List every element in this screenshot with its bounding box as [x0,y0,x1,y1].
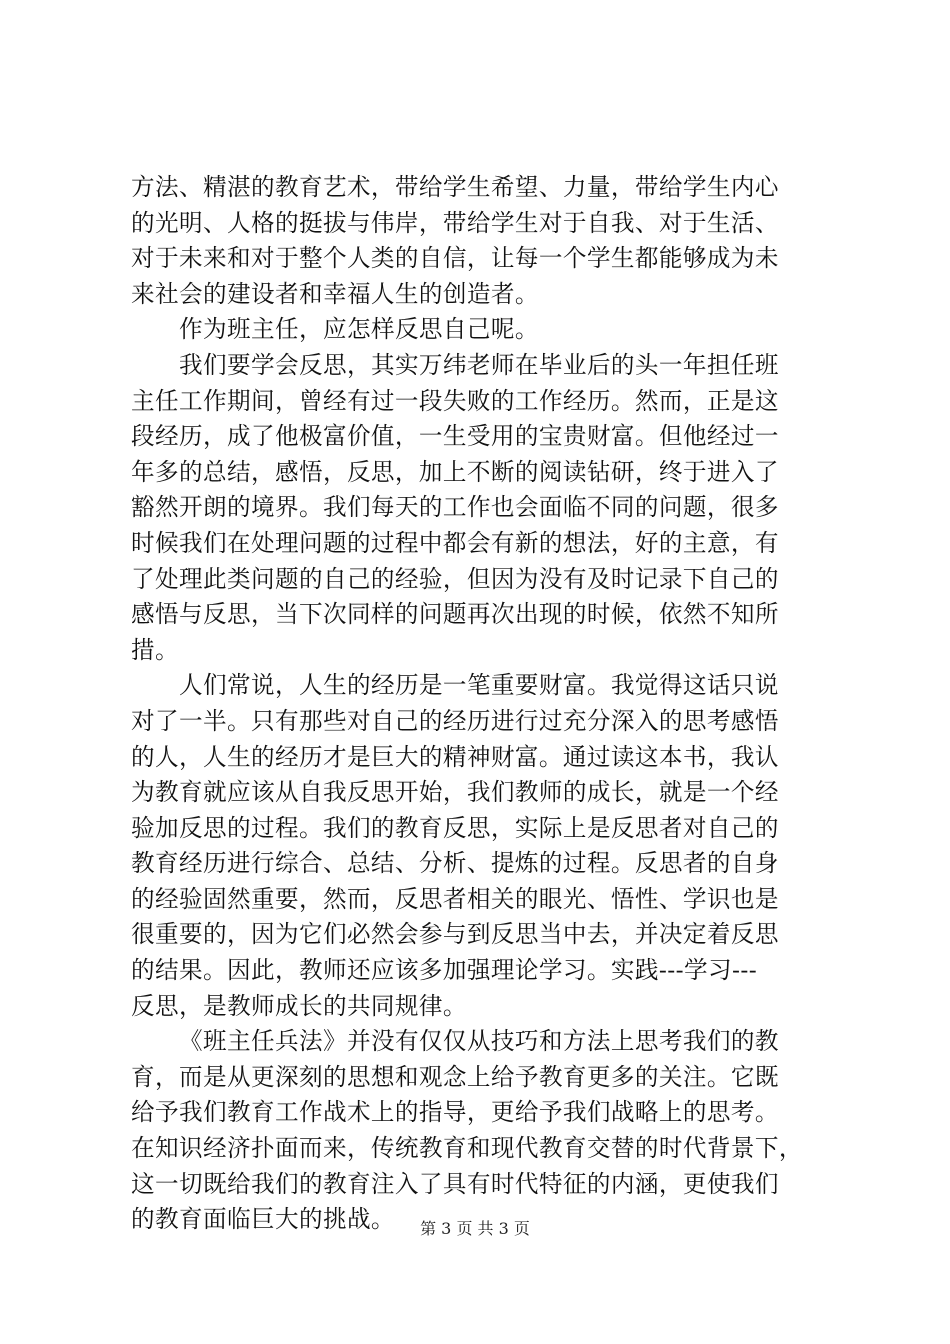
text-line: 的经验固然重要，然而，反思者相关的眼光、悟性、学识也是 [131,884,779,913]
text-line: 对于未来和对于整个人类的自信，让每一个学生都能够成为未 [131,244,779,273]
text-line: 反思，是教师成长的共同规律。 [131,991,467,1020]
text-line: 主任工作期间，曾经有过一段失败的工作经历。然而，正是这 [131,386,779,415]
text-line: 为教育就应该从自我反思开始，我们教师的成长，就是一个经 [131,778,779,807]
text-line: 来社会的建设者和幸福人生的创造者。 [131,279,539,308]
text-line: 育，而是从更深刻的思想和观念上给予教育更多的关注。它既 [131,1062,779,1091]
text-line: 教育经历进行综合、总结、分析、提炼的过程。反思者的自身 [131,849,779,878]
paragraph-2 [131,312,847,348]
text-line: 感悟与反思，当下次同样的问题再次出现的时候，依然不知所 [131,600,779,629]
paragraph-1 [131,170,847,312]
text-line: 验加反思的过程。我们的教育反思，实际上是反思者对自己的 [131,813,779,842]
text-line: 段经历，成了他极富价值，一生受用的宝贵财富。但他经过一 [131,422,779,451]
text-line: 给予我们教育工作战术上的指导，更给予我们战略上的思考。 [131,1098,779,1127]
text-line: 对了一半。只有那些对自己的经历进行过充分深入的思考感悟 [131,706,779,735]
text-line: 年多的总结，感悟，反思，加上不断的阅读钻研，终于进入了 [131,457,779,486]
text-line: 的人，人生的经历才是巨大的精神财富。通过读这本书，我认 [131,742,779,771]
text-line: 的光明、人格的挺拔与伟岸，带给学生对于自我、对于生活、 [131,208,779,237]
text-line: 作为班主任，应怎样反思自己呢。 [179,315,539,344]
text-line: 这一切既给我们的教育注入了具有时代特征的内涵，更使我们 [131,1169,779,1198]
text-line: 很重要的，因为它们必然会参与到反思当中去，并决定着反思 [131,920,779,949]
text-line: 豁然开朗的境界。我们每天的工作也会面临不同的问题，很多 [131,493,779,522]
text-line: 在知识经济扑面而来，传统教育和现代教育交替的时代背景下， [131,1134,803,1163]
document-body [131,170,847,1238]
text-line: 了处理此类问题的自己的经验，但因为没有及时记录下自己的 [131,564,779,593]
page-number-footer: 第 3 页 共 3 页 [420,1219,530,1238]
text-line: 方法、精湛的教育艺术，带给学生希望、力量，带给学生内心 [131,173,779,201]
text-line: 人们常说，人生的经历是一笔重要财富。我觉得这话只说 [179,671,779,700]
text-line: 的结果。因此，教师还应该多加强理论学习。实践---学习--- [131,956,758,985]
text-line: 时候我们在处理问题的过程中都会有新的想法，好的主意，有 [131,528,779,557]
text-line: 《班主任兵法》并没有仅仅从技巧和方法上思考我们的教 [179,1027,779,1056]
text-line: 措。 [131,635,179,664]
text-line: 我们要学会反思，其实万纬老师在毕业后的头一年担任班 [179,350,779,379]
text-line: 的教育面临巨大的挑战。 [131,1205,395,1234]
paragraph-4 [131,668,847,1024]
paragraph-5 [131,1024,847,1238]
paragraph-3 [131,348,847,668]
